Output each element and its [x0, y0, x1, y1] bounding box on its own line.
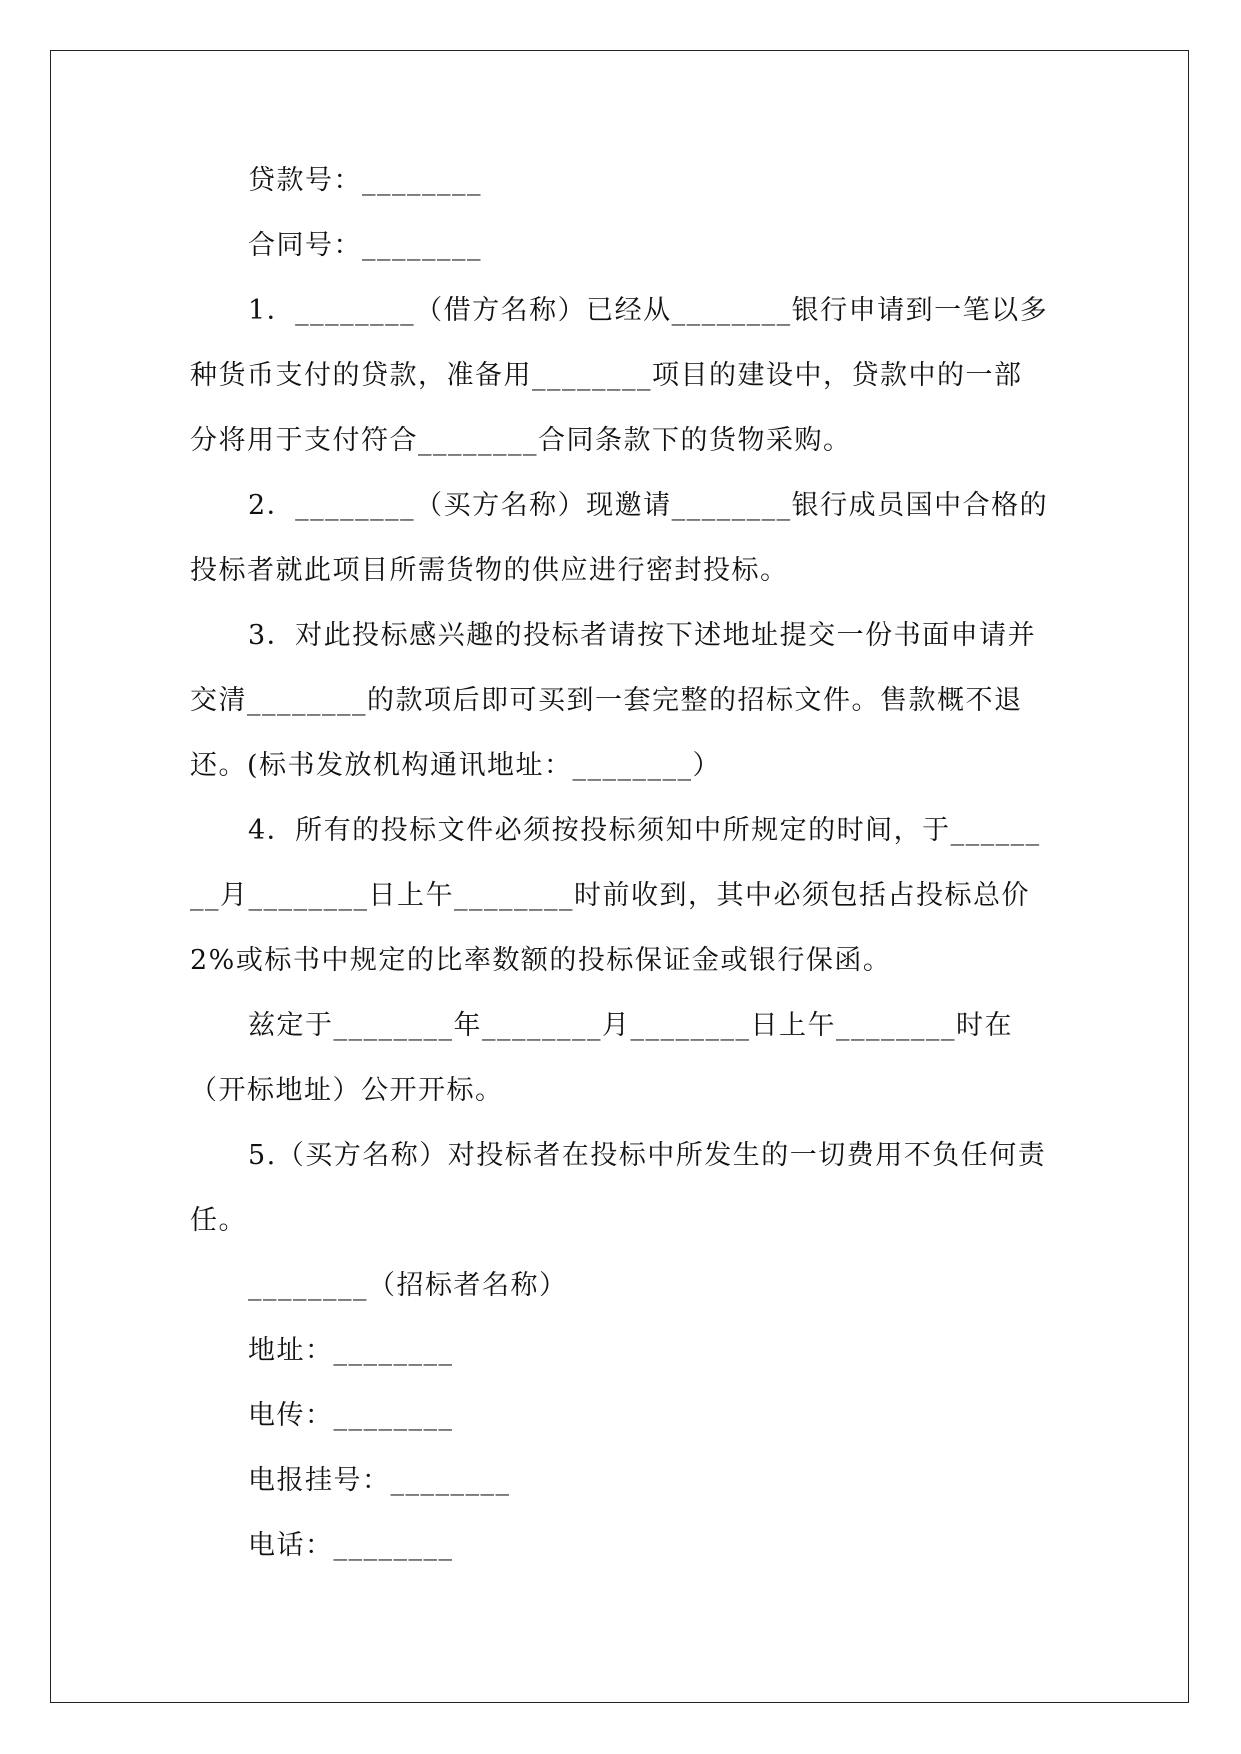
clause-1: 1．________（借方名称）已经从________银行申请到一笔以多种货币支付的贷款，准备用________项目的建设中，贷款中的一部分将用于支付符合________合同条款下的货物采购。	[190, 295, 1049, 456]
telephone-line: 电话：________	[248, 1530, 454, 1561]
cable-address-line: 电报挂号：________	[248, 1465, 511, 1496]
loan-number-line: 贷款号：________	[248, 165, 482, 196]
contract-number-line: 合同号：________	[248, 230, 482, 261]
clause-4: 4．所有的投标文件必须按投标须知中所规定的时间，于________月________日上午________时前收到，其中必须包括占投标总价2%或标书中规定的比率数额的投标保证金或银行保函。	[190, 815, 1041, 976]
clause-3: 3．对此投标感兴趣的投标者请按下述地址提交一份书面申请并交清________的款项后即可买到一套完整的招标文件。售款概不退还。(标书发放机构通讯地址：________）	[190, 620, 1037, 781]
tenderer-name-line: ________（招标者名称）	[248, 1270, 568, 1301]
telex-line: 电传：________	[248, 1400, 454, 1431]
document-body	[190, 148, 1050, 1578]
clause-5: 5.（买方名称）对投标者在投标中所发生的一切费用不负任何责任。	[190, 1140, 1047, 1236]
bid-opening-line: 兹定于________年________月________日上午________时在（开标地址）公开开标。	[190, 1010, 1013, 1106]
address-line: 地址：________	[248, 1335, 454, 1366]
clause-2: 2．________（买方名称）现邀请________银行成员国中合格的投标者就此项目所需货物的供应进行密封投标。	[190, 490, 1049, 586]
